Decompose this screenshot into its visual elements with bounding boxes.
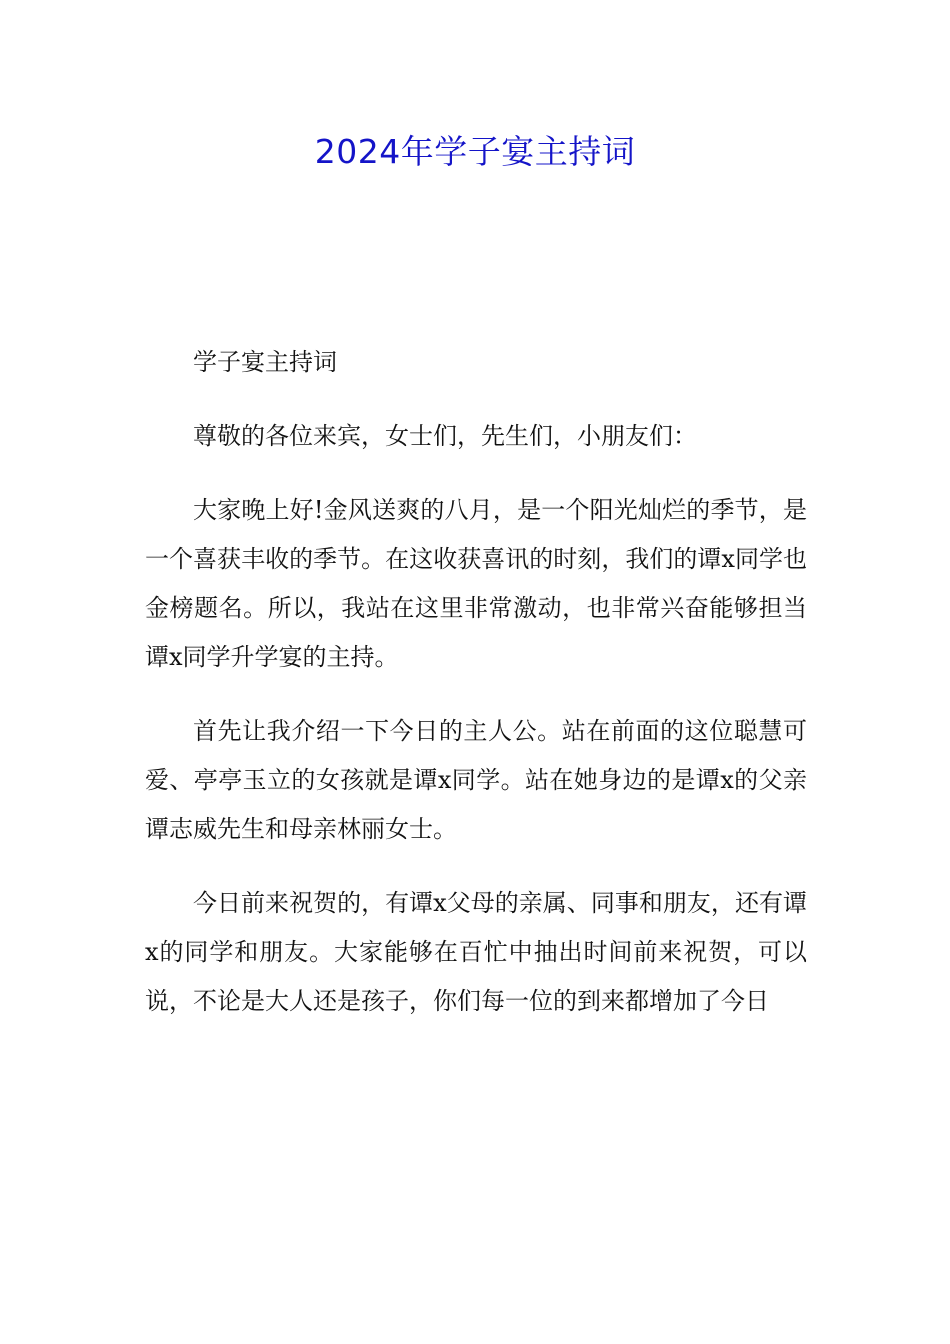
paragraph-guests: 今日前来祝贺的，有谭x父母的亲属、同事和朋友，还有谭x的同学和朋友。大家能够在百忙中抽出时间前来祝贺，可以说，不论是大人还是孩子，你们每一位的到来都增加了今日 — [145, 889, 807, 1015]
document-body — [145, 338, 807, 1051]
paragraph-introduction: 首先让我介绍一下今日的主人公。站在前面的这位聪慧可爱、亭亭玉立的女孩就是谭x同学。站在她身边的是谭x的父亲谭志威先生和母亲林丽女士。 — [145, 717, 807, 843]
document-title: 2024年学子宴主持词 — [314, 132, 636, 171]
paragraph-heading: 学子宴主持词 — [193, 348, 337, 376]
paragraph-greeting: 尊敬的各位来宾，女士们，先生们，小朋友们： — [193, 422, 697, 450]
paragraph-opening: 大家晚上好!金风送爽的八月，是一个阳光灿烂的季节，是一个喜获丰收的季节。在这收获喜讯的时刻，我们的谭x同学也金榜题名。所以，我站在这里非常激动，也非常兴奋能够担当谭x同学升学宴的主持。 — [145, 496, 807, 671]
